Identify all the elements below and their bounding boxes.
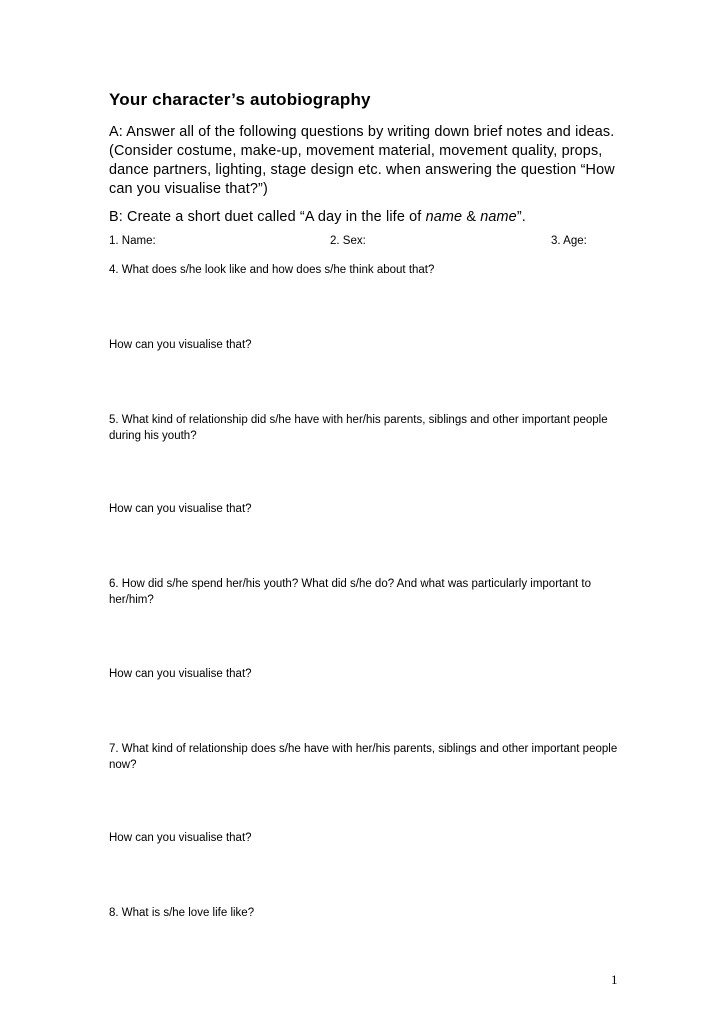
question-5: 5. What kind of relationship did s/he have with her/his parents, siblings and other important people during his youth?: [109, 414, 608, 442]
instructions-part-a: A: Answer all of the following questions by writing down brief notes and ideas. (Consider costume, make-up, movement material, movement quality, props, dance partners, lighting, stage design etc. when answering the question “How can you visualise that?”): [109, 124, 615, 197]
question-6-visualise: How can you visualise that?: [109, 668, 252, 680]
question-7: 7. What kind of relationship does s/he have with her/his parents, siblings and other important people now?: [109, 743, 618, 771]
page-number: 1: [611, 972, 618, 987]
name-placeholder-2: name: [480, 209, 517, 225]
sex-field-label: 2. Sex:: [330, 235, 366, 247]
name-placeholder-1: name: [425, 209, 463, 225]
question-6: 6. How did s/he spend her/his youth? What did s/he do? And what was particularly important to her/him?: [109, 578, 591, 606]
instructions-part-b-prefix: B: Create a short duet called “A day in the life of: [109, 209, 426, 225]
question-5-visualise: How can you visualise that?: [109, 503, 252, 515]
name-field-label: 1. Name:: [109, 235, 156, 247]
question-4: 4. What does s/he look like and how does s/he think about that?: [109, 264, 435, 276]
question-8: 8. What is s/he love life like?: [109, 907, 255, 919]
age-field-label: 3. Age:: [551, 235, 587, 247]
question-7-visualise: How can you visualise that?: [109, 832, 252, 844]
instructions-part-b: [109, 209, 526, 225]
ampersand: &: [462, 209, 481, 225]
instructions-part-b-suffix: ”.: [516, 209, 526, 225]
page-title: Your character’s autobiography: [109, 90, 371, 109]
question-4-visualise: How can you visualise that?: [109, 339, 252, 351]
